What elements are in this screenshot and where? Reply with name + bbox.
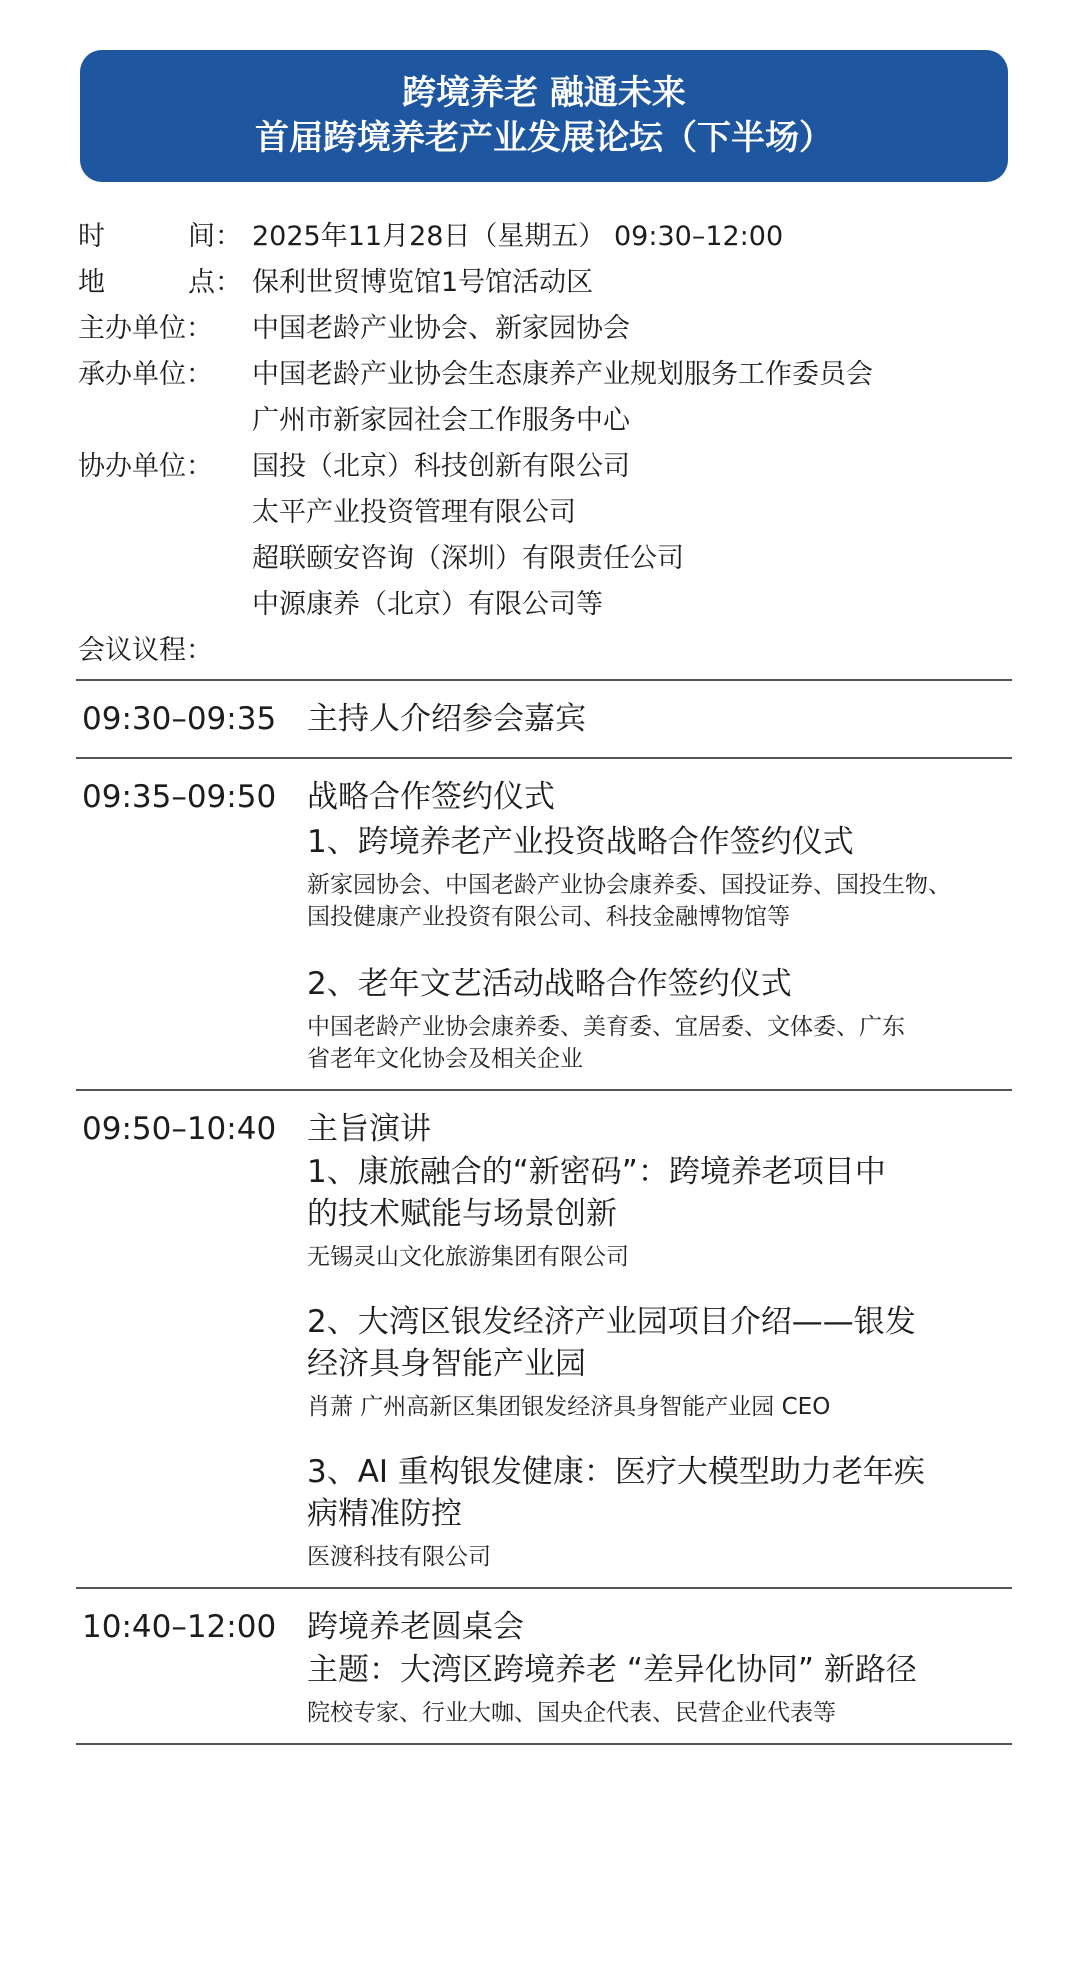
- info-value: 太平产业投资管理有限公司: [252, 496, 576, 528]
- agenda-session: [76, 681, 1012, 757]
- info-value: 2025年11月28日（星期五） 09:30–12:00: [252, 220, 784, 252]
- session-title: 主旨演讲: [307, 1111, 431, 1147]
- info-label: 协办单位：: [78, 450, 213, 482]
- info-row-host: [78, 302, 1018, 348]
- info-label: 间：: [188, 220, 242, 252]
- info-value: 中国老龄产业协会、新家园协会: [252, 312, 630, 344]
- item-participants: 新家园协会、中国老龄产业协会康养委、国投证券、国投生物、: [307, 872, 951, 898]
- session-time: 09:30–09:35: [82, 701, 277, 737]
- agenda-session: [76, 1589, 1012, 1743]
- item-participants: 中国老龄产业协会康养委、美育委、宜居委、文体委、广东: [307, 1014, 905, 1040]
- item-title: 主题：大湾区跨境养老 “差异化协同” 新路径: [307, 1652, 917, 1688]
- item-title: 经济具身智能产业园: [307, 1346, 586, 1382]
- session-time: 10:40–12:00: [82, 1609, 277, 1645]
- info-row-agenda-heading: [78, 624, 1018, 670]
- item-title: 病精准防控: [307, 1496, 462, 1532]
- agenda-heading: 会议议程：: [78, 634, 213, 666]
- info-value: 国投（北京）科技创新有限公司: [252, 450, 630, 482]
- item-title: 2、老年文艺活动战略合作签约仪式: [307, 966, 792, 1002]
- info-value: 中源康养（北京）有限公司等: [252, 588, 603, 620]
- info-row-organizer-2: [78, 394, 1018, 440]
- banner-title: 跨境养老 融通未来: [402, 73, 686, 113]
- agenda-item: [307, 821, 1012, 933]
- item-title: 1、跨境养老产业投资战略合作签约仪式: [307, 824, 854, 860]
- info-row-time: [78, 210, 1018, 256]
- agenda-item: [307, 963, 1012, 1075]
- event-info: [78, 210, 1018, 670]
- agenda: [76, 679, 1012, 1745]
- info-label: 时: [78, 220, 105, 252]
- session-title: 跨境养老圆桌会: [307, 1609, 524, 1645]
- info-label: 主办单位：: [78, 312, 213, 344]
- title-banner: [80, 50, 1008, 182]
- item-title: 1、康旅融合的“新密码”：跨境养老项目中: [307, 1154, 886, 1190]
- session-title: 主持人介绍参会嘉宾: [307, 701, 586, 737]
- agenda-item: [307, 1151, 1012, 1273]
- info-value: 中国老龄产业协会生态康养产业规划服务工作委员会: [252, 358, 873, 390]
- session-title: 战略合作签约仪式: [307, 779, 555, 815]
- info-value: 广州市新家园社会工作服务中心: [252, 404, 630, 436]
- agenda-item: [307, 1451, 1012, 1573]
- info-label: 点：: [188, 266, 242, 298]
- session-time: 09:35–09:50: [82, 779, 277, 815]
- agenda-session: [76, 1091, 1012, 1587]
- divider: [76, 1743, 1012, 1745]
- item-speaker: 医渡科技有限公司: [307, 1544, 491, 1570]
- info-row-coorganizer: [78, 440, 1018, 486]
- info-value: 超联颐安咨询（深圳）有限责任公司: [252, 542, 684, 574]
- item-title: 2、大湾区银发经济产业园项目介绍——银发: [307, 1304, 916, 1340]
- info-row-coorganizer-4: [78, 578, 1018, 624]
- item-speaker: 无锡灵山文化旅游集团有限公司: [307, 1244, 629, 1270]
- info-label: 承办单位：: [78, 358, 213, 390]
- item-title: 的技术赋能与场景创新: [307, 1196, 617, 1232]
- info-value: 保利世贸博览馆1号馆活动区: [252, 266, 594, 298]
- info-row-organizer: [78, 348, 1018, 394]
- agenda-item: [307, 1301, 1012, 1423]
- agenda-item: [307, 1649, 1012, 1729]
- agenda-session: [76, 759, 1012, 1089]
- item-participants: 院校专家、行业大咖、国央企代表、民营企业代表等: [307, 1700, 836, 1726]
- item-title: 3、AI 重构银发健康：医疗大模型助力老年疾: [307, 1454, 925, 1490]
- item-speaker: 肖萧 广州高新区集团银发经济具身智能产业园 CEO: [307, 1394, 831, 1420]
- item-participants: 国投健康产业投资有限公司、科技金融博物馆等: [307, 904, 790, 930]
- info-row-venue: [78, 256, 1018, 302]
- info-row-coorganizer-2: [78, 486, 1018, 532]
- banner-subtitle: 首届跨境养老产业发展论坛（下半场）: [255, 118, 833, 158]
- info-row-coorganizer-3: [78, 532, 1018, 578]
- item-participants: 省老年文化协会及相关企业: [307, 1046, 583, 1072]
- session-time: 09:50–10:40: [82, 1111, 277, 1147]
- info-label: 地: [78, 266, 105, 298]
